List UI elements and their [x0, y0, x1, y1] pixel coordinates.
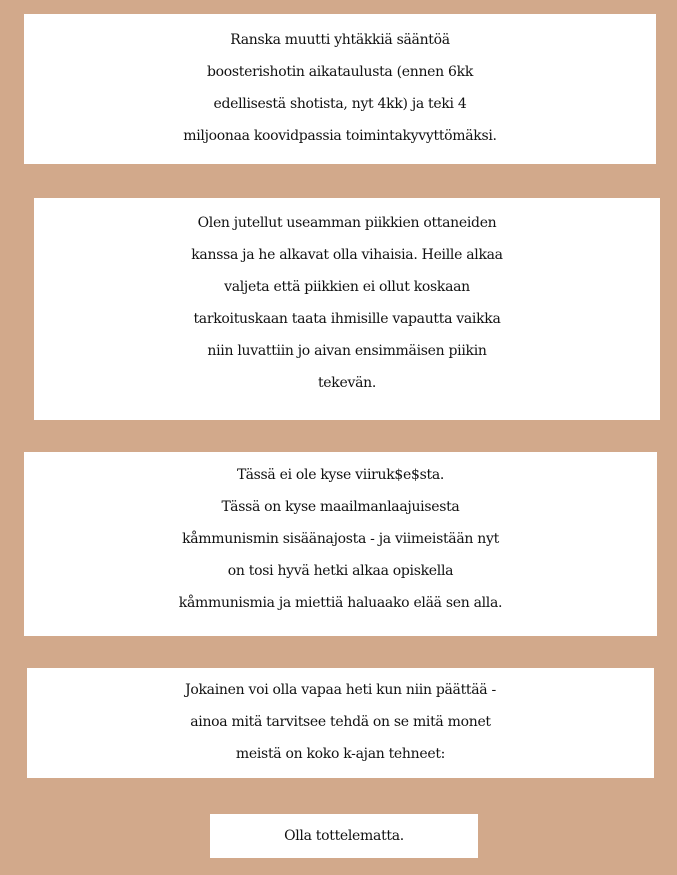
- text-line: on tosi hyvä hetki alkaa opiskella: [227, 563, 454, 579]
- text-line: kåmmunismin sisäänajosta - ja viimeistään nyt: [182, 531, 499, 547]
- text-line: Jokainen voi olla vapaa heti kun niin päättää -: [185, 682, 496, 698]
- text-line: ainoa mitä tarvitsee tehdä on se mitä monet: [190, 714, 491, 730]
- text-line: kanssa ja he alkavat olla vihaisia. Heille alkaa: [191, 247, 503, 263]
- text-line: tarkoituskaan taata ihmisille vapautta vaikka: [193, 311, 501, 327]
- text-line: Ranska muutti yhtäkkiä sääntöä: [230, 32, 450, 48]
- text-line: edellisestä shotista, nyt 4kk) ja teki 4: [213, 96, 467, 112]
- text-line: Tässä on kyse maailmanlaajuisesta: [221, 499, 460, 515]
- text-line: valjeta että piikkien ei ollut koskaan: [224, 279, 470, 295]
- text-line: Tässä ei ole kyse viiruk$e$sta.: [236, 467, 445, 483]
- text-block-everyone-can-be-free: [27, 668, 654, 778]
- text-block-vaccinated-angry: [34, 198, 660, 420]
- text-block-conclusion: [210, 814, 478, 858]
- text-line: niin luvattiin jo aivan ensimmäisen piikin: [207, 343, 487, 359]
- text-block-france-booster: [24, 14, 656, 164]
- text-line: miljoonaa koovidpassia toimintakyvyttömäksi.: [183, 128, 497, 144]
- text-line: tekevän.: [317, 375, 376, 391]
- text-line: Olla tottelematta.: [284, 828, 404, 844]
- text-line: Olen jutellut useamman piikkien ottaneiden: [197, 215, 497, 231]
- text-block-not-about-virus: [24, 452, 657, 636]
- text-line: meistä on koko k-ajan tehneet:: [235, 746, 446, 762]
- text-line: kåmmunismia ja miettiä haluaako elää sen alla.: [178, 595, 503, 611]
- text-line: boosterishotin aikataulusta (ennen 6kk: [206, 64, 474, 80]
